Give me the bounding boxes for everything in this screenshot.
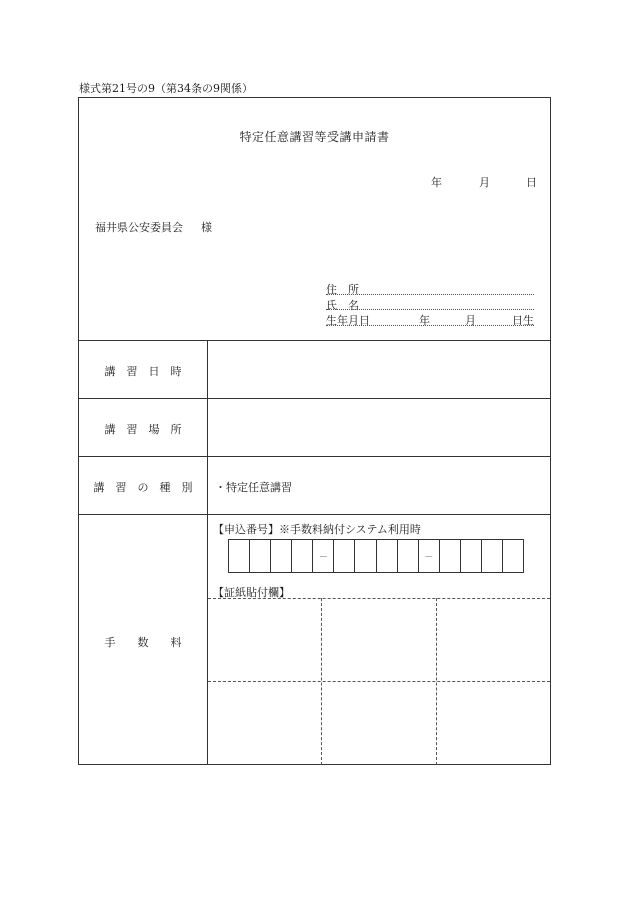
addressee-honorific: 様: [201, 221, 212, 234]
address-label: 住 所: [326, 283, 359, 296]
name-label: 氏 名: [326, 299, 359, 312]
application-number-digit[interactable]: [503, 540, 523, 572]
stamp-area-label: 【証紙貼付欄】: [213, 586, 290, 599]
birth-day-label: 日生: [512, 314, 534, 327]
application-number-digit[interactable]: [271, 540, 292, 572]
application-number-digit[interactable]: [398, 540, 419, 572]
application-number-digit[interactable]: [229, 540, 250, 572]
divider: [79, 398, 550, 399]
stamp-grid-line: [208, 681, 550, 682]
application-number-separator: －: [313, 540, 334, 572]
birth-month-label: 月: [465, 314, 476, 327]
application-number-digit[interactable]: [461, 540, 482, 572]
form-title: 特定任意講習等受講申請書: [239, 130, 390, 144]
stamp-grid-line: [436, 598, 437, 765]
date-year-label: 年: [431, 176, 442, 189]
application-number-digit[interactable]: [334, 540, 355, 572]
application-number-digit[interactable]: [377, 540, 398, 572]
course-datetime-label: 講 習 日 時: [104, 365, 182, 378]
course-place-label: 講 習 場 所: [104, 423, 182, 436]
addressee-name: 福井県公安委員会: [95, 221, 183, 234]
divider: [79, 340, 550, 341]
divider: [79, 456, 550, 457]
name-field[interactable]: [326, 309, 534, 310]
divider: [79, 514, 550, 515]
birth-year-label: 年: [419, 314, 430, 327]
birthdate-field[interactable]: [326, 325, 534, 326]
stamp-area: [208, 598, 550, 765]
fee-label: 手 数 料: [104, 636, 182, 649]
stamp-grid-line: [321, 598, 322, 765]
application-number-digit[interactable]: [440, 540, 461, 572]
application-number-label: 【申込番号】※手数料納付システム利用時: [213, 523, 421, 536]
application-number-digit[interactable]: [250, 540, 271, 572]
address-field[interactable]: [326, 294, 534, 295]
birthdate-label: 生年月日: [326, 314, 370, 327]
application-number-separator: －: [419, 540, 440, 572]
addressee: [95, 219, 212, 235]
stamp-grid-line: [208, 598, 550, 599]
date-month-label: 月: [479, 176, 490, 189]
course-type-value: ・特定任意講習: [215, 481, 292, 494]
form-number-note: 様式第21号の9（第34条の9関係）: [79, 82, 253, 95]
application-number-digit[interactable]: [292, 540, 313, 572]
application-number-input[interactable]: [228, 539, 524, 573]
date-day-label: 日: [526, 176, 537, 189]
application-form: [78, 97, 551, 765]
course-type-label: 講 習 の 種 別: [93, 481, 193, 494]
application-number-digit[interactable]: [355, 540, 376, 572]
application-number-digit[interactable]: [482, 540, 503, 572]
